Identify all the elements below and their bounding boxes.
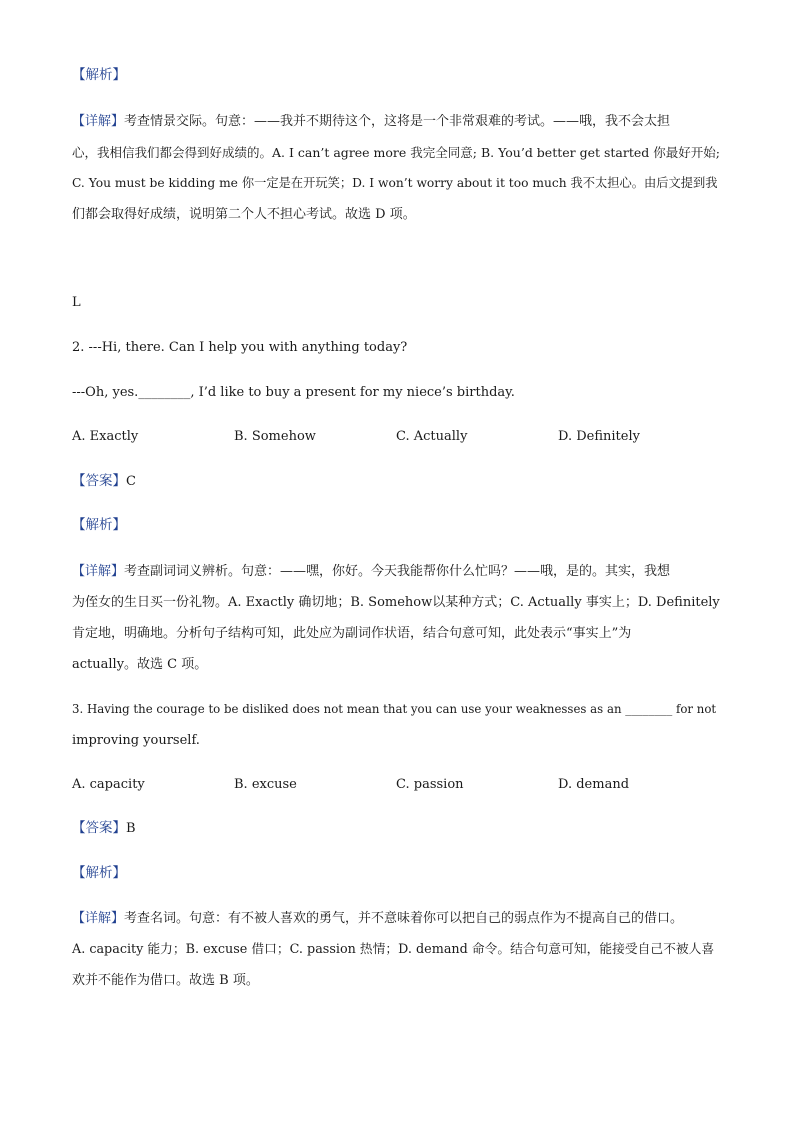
q3-option-a: A. capacity: [72, 777, 145, 792]
q3-detail-tag: 【详解】: [72, 911, 125, 926]
q2-option-b: B. Somehow: [234, 429, 316, 444]
q3-question-line-1: 3. Having the courage to be disliked does not mean that you can use your weaknesses as an ________ for not: [72, 702, 717, 716]
q2-detail-tag: 【详解】: [72, 564, 125, 579]
q1-detail-line-2: 心，我相信我们都会得到好成绩的。A. I can’t agree more 我完全同意; B. You’d better get started 你最好开始;: [72, 145, 720, 160]
q3-answer-heading: 【答案】: [72, 820, 126, 836]
q2-option-c: C. Actually: [396, 429, 468, 444]
q3-detail-line-1: [72, 903, 722, 934]
q2-question-line-1: 2. ---Hi, there. Can I help you with anything today?: [72, 340, 408, 355]
q3-options: [72, 769, 722, 800]
q3-detail-line-2: A. capacity 能力；B. excuse 借口；C. passion 热情；D. demand 命令。结合句意可知，能接受自己不被人喜: [72, 942, 715, 957]
q3-analysis-heading: 【解析】: [72, 865, 126, 881]
q3-answer-line: [72, 813, 722, 844]
q2-option-d: D. Definitely: [558, 429, 640, 444]
q3-detail-line-3: 欢并不能作为借口。故选 B 项。: [72, 973, 259, 988]
q1-detail-tag: 【详解】: [72, 114, 125, 129]
q2-detail-line-1: [72, 556, 722, 587]
q2-answer-value: C: [126, 474, 136, 489]
q1-detail-text-1: 考查情景交际。句意：——我并不期待这个，这将是一个非常艰难的考试。——哦，我不会太担: [124, 114, 671, 129]
q3-option-c: C. passion: [396, 777, 464, 792]
q2-answer-line: [72, 466, 722, 497]
q2-option-a: A. Exactly: [72, 429, 139, 444]
q2-detail-line-4: actually。故选 C 项。: [72, 657, 208, 672]
q3-option-b: B. excuse: [234, 777, 297, 792]
q1-detail-line-3: C. You must be kidding me 你一定是在开玩笑；D. I won’t worry about it too much 我不太担心。由后文提到我: [72, 176, 718, 190]
stray-letter: L: [72, 295, 81, 310]
q2-answer-heading: 【答案】: [72, 473, 126, 489]
q3-answer-value: B: [126, 821, 136, 836]
q2-options: [72, 421, 722, 452]
q3-option-d: D. demand: [558, 777, 630, 792]
q3-question-line-2: improving yourself.: [72, 733, 200, 748]
q2-detail-line-2: 为侄女的生日买一份礼物。A. Exactly 确切地；B. Somehow以某种方式；C. Actually 事实上；D. Definitely: [72, 595, 720, 610]
q2-question-line-2: ---Oh, yes.________, I’d like to buy a present for my niece’s birthday.: [72, 385, 515, 400]
q2-detail-text-1: 考查副词词义辨析。句意：——嘿，你好。今天我能帮你什么忙吗？——哦，是的。其实，我想: [124, 564, 671, 579]
q1-detail-line-1: [72, 106, 722, 137]
q1-analysis-heading: 【解析】: [72, 67, 126, 83]
q2-detail-line-3: 肯定地，明确地。分析句子结构可知，此处应为副词作状语，结合句意可知，此处表示“事实上”为: [72, 626, 632, 641]
q1-detail-line-4: 们都会取得好成绩，说明第二个人不担心考试。故选 D 项。: [72, 207, 416, 222]
q2-analysis-heading: 【解析】: [72, 517, 126, 533]
q3-detail-text-1: 考查名词。句意：有不被人喜欢的勇气，并不意味着你可以把自己的弱点作为不提高自己的借口。: [124, 911, 684, 926]
